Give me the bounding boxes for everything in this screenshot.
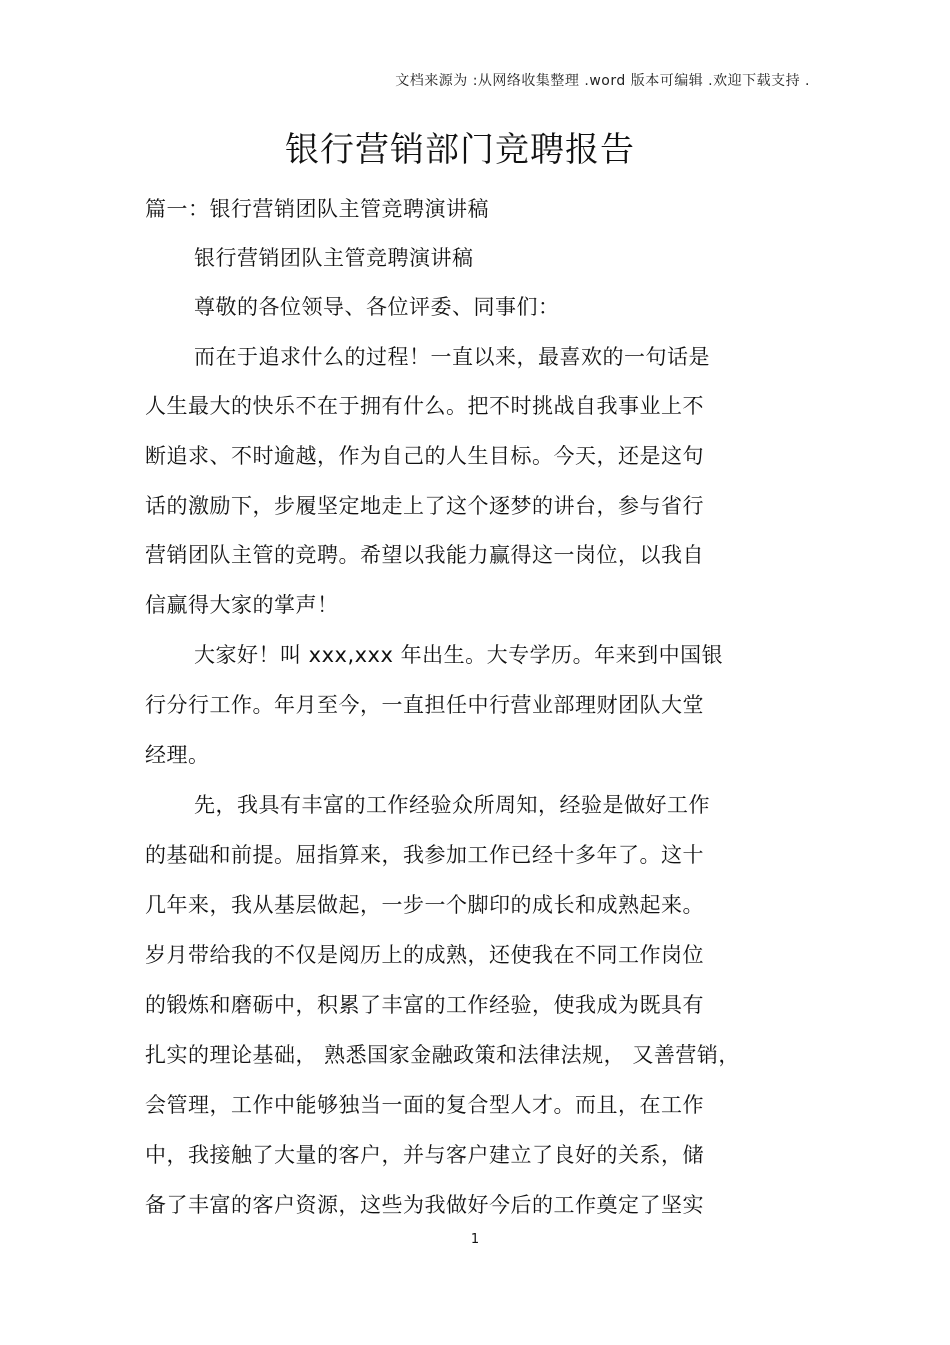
paragraph-line: 而在于追求什么的过程！一直以来，最喜欢的一句话是 bbox=[194, 345, 710, 369]
paragraph-line: 大家好！叫 xxx,xxx 年出生。大专学历。年来到中国银 bbox=[194, 643, 724, 667]
paragraph-line: 经理。 bbox=[145, 743, 210, 767]
paragraph-line: 话的激励下，步履坚定地走上了这个逐梦的讲台，参与省行 bbox=[145, 494, 704, 518]
paragraph-line: 几年来，我从基层做起，一步一个脚印的成长和成熟起来。 bbox=[145, 893, 704, 917]
paragraph-line: 中，我接触了大量的客户，并与客户建立了良好的关系，储 bbox=[145, 1143, 704, 1167]
paragraph-line: 的锻炼和磨砺中，积累了丰富的工作经验，使我成为既具有 bbox=[145, 993, 704, 1017]
paragraph-line: 备了丰富的客户资源，这些为我做好今后的工作奠定了坚实 bbox=[145, 1193, 704, 1217]
paragraph-line: 的基础和前提。屈指算来，我参加工作已经十多年了。这十 bbox=[145, 843, 704, 867]
section-heading: 篇一：银行营销团队主管竞聘演讲稿 bbox=[145, 197, 489, 221]
paragraph-line: 断追求、不时逾越，作为自己的人生目标。今天，还是这句 bbox=[145, 444, 704, 468]
paragraph-line: 信赢得大家的掌声！ bbox=[145, 593, 339, 617]
paragraph-line: 人生最大的快乐不在于拥有什么。把不时挑战自我事业上不 bbox=[145, 394, 704, 418]
speech-title: 银行营销团队主管竞聘演讲稿 bbox=[194, 246, 474, 270]
document-title: 银行营销部门竞聘报告 bbox=[285, 130, 635, 170]
paragraph-line: 行分行工作。年月至今，一直担任中行营业部理财团队大堂 bbox=[145, 693, 704, 717]
page-number: 1 bbox=[470, 1232, 480, 1247]
paragraph-line: 营销团队主管的竞聘。希望以我能力赢得这一岗位，以我自 bbox=[145, 543, 704, 567]
salutation: 尊敬的各位领导、各位评委、同事们： bbox=[194, 295, 560, 319]
paragraph-line: 先，我具有丰富的工作经验众所周知，经验是做好工作 bbox=[194, 793, 710, 817]
paragraph-line: 会管理，工作中能够独当一面的复合型人才。而且，在工作 bbox=[145, 1093, 704, 1117]
header-note: 文档来源为 :从网络收集整理 .word 版本可编辑 .欢迎下载支持 . bbox=[395, 73, 810, 89]
paragraph-line: 岁月带给我的不仅是阅历上的成熟，还使我在不同工作岗位 bbox=[145, 943, 704, 967]
paragraph-line: 扎实的理论基础， 熟悉国家金融政策和法律法规， 又善营销， bbox=[145, 1043, 740, 1067]
